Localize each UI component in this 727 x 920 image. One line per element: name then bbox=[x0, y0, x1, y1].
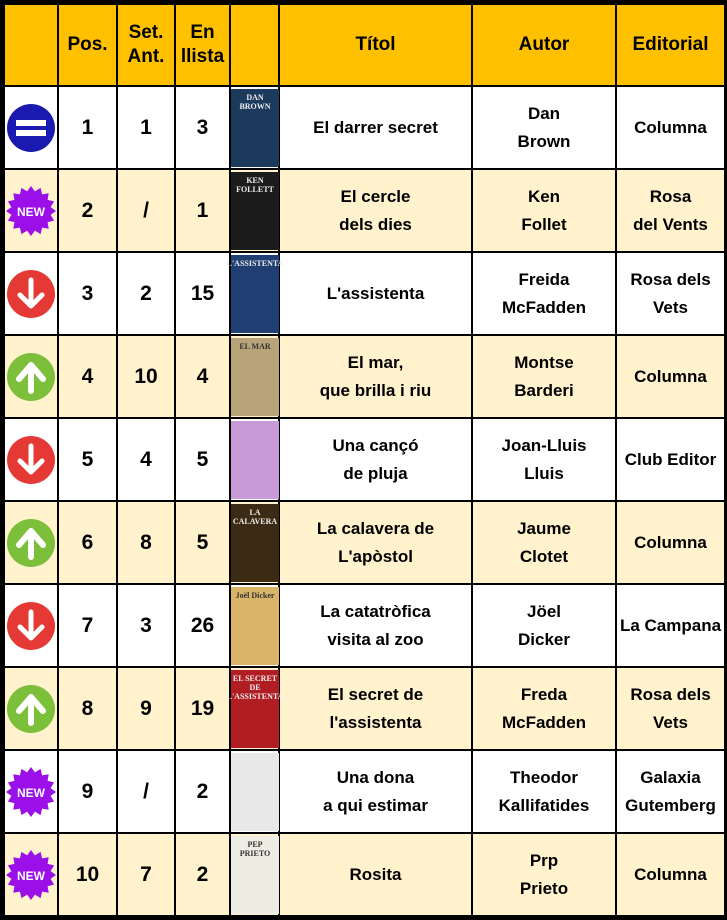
book-cover-image bbox=[226, 255, 284, 333]
movement-cell bbox=[4, 584, 58, 667]
movement-cell bbox=[4, 169, 58, 252]
cover-text: L'ASSISTENTA bbox=[226, 258, 284, 268]
position-cell: 3 bbox=[58, 252, 117, 335]
author-cell: Dan Brown bbox=[472, 86, 616, 169]
cover-cell bbox=[230, 418, 279, 501]
author-cell: Ken Follet bbox=[472, 169, 616, 252]
weeks-on-list-cell: 15 bbox=[175, 252, 230, 335]
title-cell: L'assistenta bbox=[279, 252, 472, 335]
book-cover-image bbox=[231, 504, 279, 582]
position-cell: 10 bbox=[58, 833, 117, 916]
title-cell: El cercle dels dies bbox=[279, 169, 472, 252]
previous-week-cell: 2 bbox=[117, 252, 175, 335]
weeks-on-list-cell: 3 bbox=[175, 86, 230, 169]
table-row bbox=[4, 169, 725, 252]
cover-text: LA CALAVERA bbox=[232, 507, 278, 526]
table-row bbox=[4, 86, 725, 169]
new-badge-label: NEW bbox=[17, 785, 45, 800]
publisher-cell: Columna bbox=[616, 833, 725, 916]
title-cell: Rosita bbox=[279, 833, 472, 916]
weeks-on-list-cell: 1 bbox=[175, 169, 230, 252]
cover-cell bbox=[230, 501, 279, 584]
author-cell: Freida McFadden bbox=[472, 252, 616, 335]
cover-cell bbox=[230, 584, 279, 667]
cover-text: DAN BROWN bbox=[239, 92, 271, 111]
author-cell: Joan-Lluis Lluis bbox=[472, 418, 616, 501]
previous-week-cell: 3 bbox=[117, 584, 175, 667]
book-cover-image bbox=[231, 172, 279, 250]
down-arrow-icon bbox=[5, 269, 57, 319]
publisher-cell: Galaxia Gutemberg bbox=[616, 750, 725, 833]
header-weeks-on-list: En llista bbox=[175, 4, 230, 86]
weeks-on-list-cell: 19 bbox=[175, 667, 230, 750]
publisher-cell: Columna bbox=[616, 501, 725, 584]
book-cover-image bbox=[226, 670, 284, 748]
movement-cell bbox=[4, 501, 58, 584]
new-icon bbox=[5, 767, 57, 817]
book-cover-image bbox=[231, 587, 279, 665]
up-arrow-icon bbox=[5, 352, 57, 402]
position-cell: 2 bbox=[58, 169, 117, 252]
publisher-cell: Rosa del Vents bbox=[616, 169, 725, 252]
cover-cell bbox=[226, 667, 284, 750]
movement-cell bbox=[4, 418, 58, 501]
title-cell: El secret de l'assistenta bbox=[279, 667, 472, 750]
author-cell: Theodor Kallifatides bbox=[472, 750, 616, 833]
cover-cell bbox=[230, 169, 279, 252]
new-badge-label: NEW bbox=[17, 868, 45, 883]
cover-cell bbox=[226, 252, 284, 335]
title-cell: Una cançó de pluja bbox=[279, 418, 472, 501]
table-row bbox=[4, 833, 725, 916]
weeks-on-list-cell: 4 bbox=[175, 335, 230, 418]
position-cell: 8 bbox=[58, 667, 117, 750]
position-cell: 1 bbox=[58, 86, 117, 169]
header-movement bbox=[4, 4, 58, 86]
cover-cell bbox=[230, 86, 279, 169]
book-cover-image bbox=[231, 753, 279, 831]
movement-cell bbox=[4, 335, 58, 418]
header-author: Autor bbox=[472, 4, 616, 86]
title-cell: La catatròfica visita al zoo bbox=[279, 584, 472, 667]
cover-text: EL MAR bbox=[239, 341, 271, 351]
table-row bbox=[4, 750, 725, 833]
table-row bbox=[4, 501, 725, 584]
previous-week-cell: / bbox=[117, 750, 175, 833]
cover-text: KEN FOLLETT bbox=[236, 175, 274, 194]
new-icon bbox=[5, 850, 57, 900]
publisher-cell: Columna bbox=[616, 335, 725, 418]
position-cell: 7 bbox=[58, 584, 117, 667]
publisher-cell: Columna bbox=[616, 86, 725, 169]
table-row bbox=[4, 667, 725, 750]
same-icon bbox=[5, 103, 57, 153]
publisher-cell: Rosa dels Vets bbox=[616, 252, 725, 335]
new-badge-label: NEW bbox=[17, 204, 45, 219]
movement-cell bbox=[4, 667, 58, 750]
table-row bbox=[4, 418, 725, 501]
header-previous-week: Set. Ant. bbox=[117, 4, 175, 86]
bestseller-list-frame bbox=[3, 3, 724, 917]
previous-week-cell: 8 bbox=[117, 501, 175, 584]
author-cell: Prp Prieto bbox=[472, 833, 616, 916]
book-cover-image bbox=[231, 836, 279, 914]
weeks-on-list-cell: 2 bbox=[175, 750, 230, 833]
cover-cell bbox=[230, 750, 279, 833]
title-cell: La calavera de L'apòstol bbox=[279, 501, 472, 584]
cover-text: PEP PRIETO bbox=[239, 839, 271, 858]
cover-text: Joël Dicker bbox=[235, 590, 275, 600]
up-arrow-icon bbox=[5, 518, 57, 568]
movement-cell bbox=[4, 86, 58, 169]
weeks-on-list-cell: 5 bbox=[175, 418, 230, 501]
title-cell: El mar, que brilla i riu bbox=[279, 335, 472, 418]
header-publisher: Editorial bbox=[616, 4, 725, 86]
title-cell: El darrer secret bbox=[279, 86, 472, 169]
previous-week-cell: 4 bbox=[117, 418, 175, 501]
previous-week-cell: 7 bbox=[117, 833, 175, 916]
up-arrow-icon bbox=[5, 684, 57, 734]
table-row bbox=[4, 335, 725, 418]
down-arrow-icon bbox=[5, 435, 57, 485]
book-cover-image bbox=[231, 338, 279, 416]
previous-week-cell: 1 bbox=[117, 86, 175, 169]
publisher-cell: La Campana bbox=[616, 584, 725, 667]
weeks-on-list-cell: 2 bbox=[175, 833, 230, 916]
cover-text: EL SECRET DE L'ASSISTENTA bbox=[226, 673, 284, 701]
previous-week-cell: / bbox=[117, 169, 175, 252]
author-cell: Jöel Dicker bbox=[472, 584, 616, 667]
book-cover-image bbox=[231, 89, 279, 167]
movement-cell bbox=[4, 750, 58, 833]
author-cell: Jaume Clotet bbox=[472, 501, 616, 584]
bestseller-table bbox=[3, 3, 726, 917]
publisher-cell: Rosa dels Vets bbox=[616, 667, 725, 750]
weeks-on-list-cell: 5 bbox=[175, 501, 230, 584]
header-cover bbox=[230, 4, 279, 86]
down-arrow-icon bbox=[5, 601, 57, 651]
position-cell: 5 bbox=[58, 418, 117, 501]
book-cover-image bbox=[231, 421, 279, 499]
cover-cell bbox=[230, 335, 279, 418]
weeks-on-list-cell: 26 bbox=[175, 584, 230, 667]
movement-cell bbox=[4, 252, 58, 335]
position-cell: 4 bbox=[58, 335, 117, 418]
previous-week-cell: 9 bbox=[117, 667, 175, 750]
table-row bbox=[4, 252, 725, 335]
position-cell: 9 bbox=[58, 750, 117, 833]
new-icon bbox=[5, 186, 57, 236]
previous-week-cell: 10 bbox=[117, 335, 175, 418]
header-title: Títol bbox=[279, 4, 472, 86]
table-row bbox=[4, 584, 725, 667]
publisher-cell: Club Editor bbox=[616, 418, 725, 501]
author-cell: Montse Barderi bbox=[472, 335, 616, 418]
title-cell: Una dona a qui estimar bbox=[279, 750, 472, 833]
movement-cell bbox=[4, 833, 58, 916]
table-header-row bbox=[4, 4, 725, 86]
cover-cell bbox=[230, 833, 279, 916]
position-cell: 6 bbox=[58, 501, 117, 584]
author-cell: Freda McFadden bbox=[472, 667, 616, 750]
header-position: Pos. bbox=[58, 4, 117, 86]
